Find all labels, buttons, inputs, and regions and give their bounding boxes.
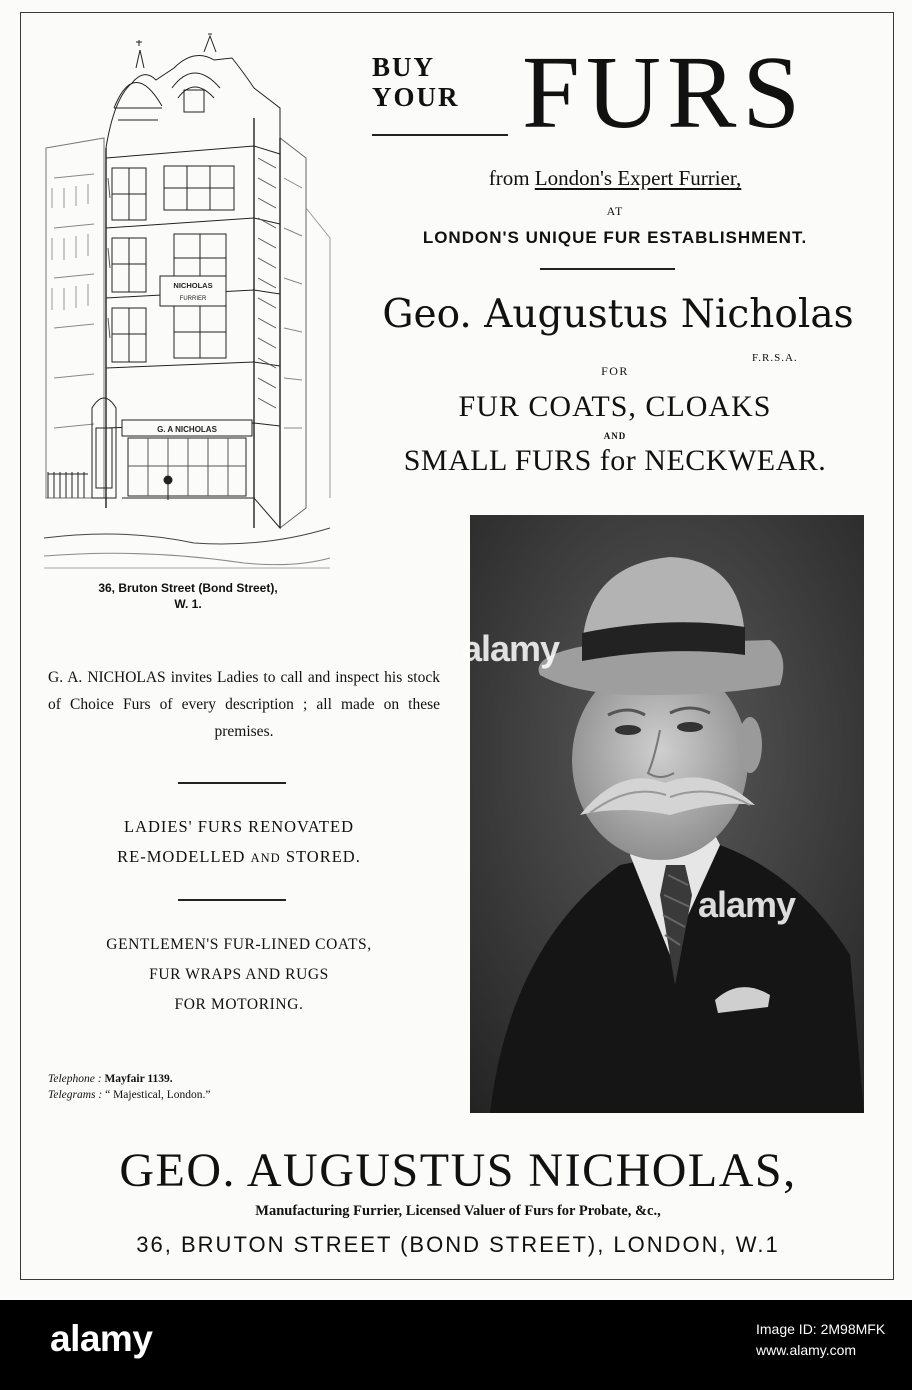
- manufacturing-line: Manufacturing Furrier, Licensed Valuer of Furs for Probate, &c.,: [255, 1203, 661, 1219]
- footer-address: 36, BRUTON STREET (BOND STREET), LONDON, W.1: [136, 1232, 780, 1257]
- gentlemen-line-1: GENTLEMEN'S FUR-LINED COATS,: [106, 936, 372, 953]
- telephone-value: Mayfair 1139.: [104, 1073, 173, 1085]
- from-line: [360, 166, 870, 191]
- watermark-1: alamy: [462, 628, 560, 669]
- footer-name: GEO. AUGUSTUS NICHOLAS,: [119, 1144, 797, 1197]
- short-rule-2: [178, 899, 286, 901]
- portrait-photo: [470, 515, 864, 1113]
- gentlemen-block: [40, 930, 438, 1020]
- telephone-line: [48, 1071, 210, 1087]
- contact-block: [48, 1071, 210, 1103]
- stock-brand-logo[interactable]: alamy: [50, 1318, 153, 1359]
- and-small-text: AND: [250, 851, 281, 865]
- telegram-value: “ Majestical, London.”: [105, 1089, 211, 1101]
- and-text: AND: [603, 431, 627, 441]
- for-text: FOR: [601, 364, 629, 378]
- upper-sign-line1: NICHOLAS: [173, 281, 213, 290]
- gentlemen-line-2: FUR WRAPS AND RUGS: [149, 966, 329, 983]
- remodelled-text: RE-MODELLED: [117, 847, 246, 866]
- telegram-label: Telegrams :: [48, 1089, 103, 1101]
- upper-sign-line2: FURRIER: [179, 296, 207, 302]
- telephone-label: Telephone :: [48, 1073, 102, 1085]
- from-prefix: from: [488, 166, 530, 190]
- furs-headline: FURS: [522, 35, 807, 150]
- buy-your-text: [372, 52, 460, 112]
- divider-rule: [540, 268, 675, 270]
- proprietor-name: Geo. Augustus Nicholas: [382, 292, 854, 337]
- renovation-line-1: LADIES' FURS RENOVATED: [123, 817, 355, 836]
- renovation-line-2: [40, 842, 438, 873]
- building-sketch: [44, 28, 332, 573]
- renovation-block: [40, 812, 438, 873]
- invitation-paragraph: G. A. NICHOLAS invites Ladies to call and inspect his stock of Choice Furs of every description ; all made on these premises.: [48, 669, 440, 740]
- buy-underline: [372, 134, 508, 136]
- caption-line-2: W. 1.: [174, 597, 202, 611]
- sketch-caption: [44, 580, 332, 612]
- at-text: AT: [606, 204, 624, 218]
- unique-establishment-text: LONDON'S UNIQUE FUR ESTABLISHMENT.: [422, 228, 808, 247]
- gentlemen-line-3: FOR MOTORING.: [174, 996, 304, 1013]
- fur-coats-heading: FUR COATS, CLOAKS: [458, 390, 772, 423]
- buy-word: BUY: [372, 52, 436, 82]
- watermark-2: alamy: [698, 884, 796, 925]
- stock-site-link[interactable]: www.alamy.com: [756, 1342, 857, 1358]
- shop-sign: G. A NICHOLAS: [157, 425, 217, 434]
- short-rule-1: [178, 782, 286, 784]
- caption-line-1: 36, Bruton Street (Bond Street),: [98, 581, 278, 595]
- frsa-text: F.R.S.A.: [752, 352, 798, 364]
- telegram-line: [48, 1087, 210, 1103]
- neckwear-heading: SMALL FURS for NECKWEAR.: [403, 444, 827, 477]
- expert-furrier-text: London's Expert Furrier,: [534, 166, 742, 190]
- stored-text: STORED.: [285, 847, 361, 866]
- your-word: YOUR: [372, 82, 460, 112]
- stock-image-id: Image ID: 2M98MFK: [756, 1321, 886, 1337]
